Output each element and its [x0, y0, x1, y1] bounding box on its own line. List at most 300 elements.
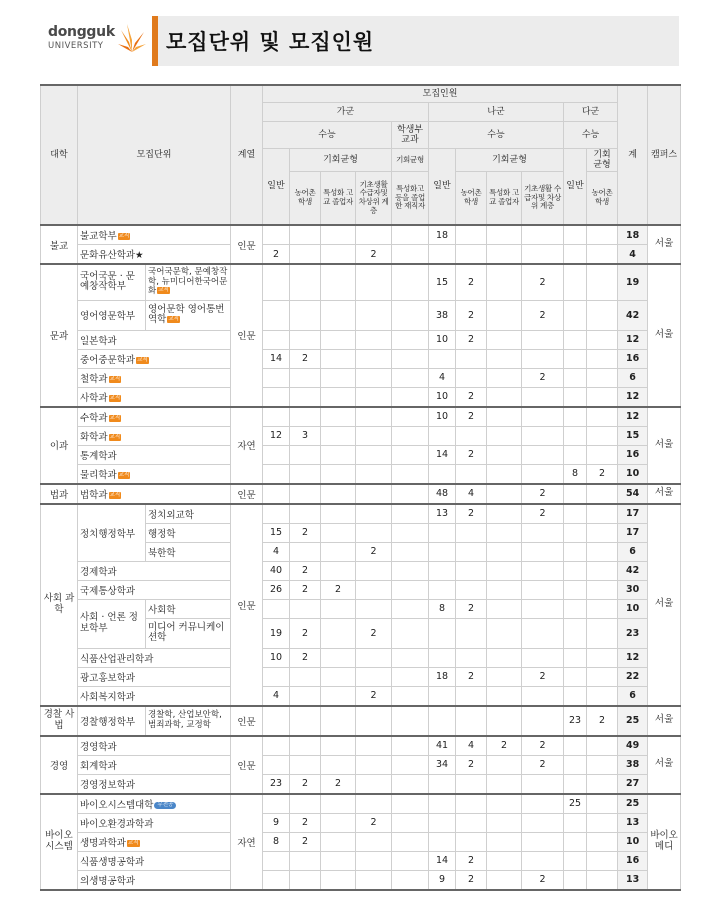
- value-cell: [522, 542, 564, 561]
- value-cell: [487, 706, 522, 736]
- table-row: [41, 464, 681, 484]
- value-cell: [392, 870, 429, 890]
- value-cell: 34: [429, 755, 456, 774]
- value-cell: 2: [321, 580, 356, 599]
- unit-cell: 화학과 교직: [78, 426, 231, 445]
- value-cell: [487, 300, 522, 330]
- table-row: [41, 580, 681, 599]
- value-cell: [321, 464, 356, 484]
- value-cell: [356, 870, 392, 890]
- value-cell: [587, 264, 618, 300]
- value-cell: [456, 464, 487, 484]
- table-row: [41, 736, 681, 756]
- value-cell: [263, 851, 290, 870]
- value-cell: [564, 523, 587, 542]
- total-cell: 16: [618, 445, 648, 464]
- unit-cell: 바이오환경과학과: [78, 813, 231, 832]
- value-cell: 18: [429, 667, 456, 686]
- value-cell: [564, 667, 587, 686]
- value-cell: [321, 225, 356, 245]
- value-cell: [392, 445, 429, 464]
- value-cell: [290, 686, 321, 706]
- value-cell: [429, 245, 456, 265]
- header-ga-suneung: 수능: [263, 122, 392, 149]
- value-cell: 2: [456, 300, 487, 330]
- unit-cell: 물리학과 교직: [78, 464, 231, 484]
- value-cell: 2: [290, 561, 321, 580]
- title-box: [152, 16, 679, 66]
- campus-cell: 서울: [648, 736, 681, 794]
- value-cell: [564, 542, 587, 561]
- value-cell: 2: [290, 774, 321, 794]
- value-cell: [392, 504, 429, 524]
- header-da: 다군: [564, 103, 618, 122]
- value-cell: [587, 774, 618, 794]
- value-cell: [522, 618, 564, 648]
- value-cell: [456, 774, 487, 794]
- value-cell: [321, 330, 356, 349]
- unit-cell: 사회 · 언론 정보학부: [78, 599, 146, 648]
- value-cell: [263, 368, 290, 387]
- value-cell: [392, 464, 429, 484]
- value-cell: [263, 599, 290, 618]
- value-cell: [429, 580, 456, 599]
- value-cell: [587, 523, 618, 542]
- value-cell: 2: [522, 667, 564, 686]
- group-cell: 이과: [41, 407, 78, 484]
- unit-cell: 식품산업관리학과: [78, 648, 231, 667]
- total-cell: 25: [618, 706, 648, 736]
- value-cell: [392, 523, 429, 542]
- unit-cell: 의생명공학과: [78, 870, 231, 890]
- value-cell: [456, 561, 487, 580]
- value-cell: [487, 464, 522, 484]
- value-cell: [356, 504, 392, 524]
- value-cell: [356, 599, 392, 618]
- value-cell: [587, 330, 618, 349]
- value-cell: [321, 794, 356, 814]
- value-cell: [487, 599, 522, 618]
- value-cell: [290, 504, 321, 524]
- value-cell: [522, 225, 564, 245]
- value-cell: 3: [290, 426, 321, 445]
- header-na-nong: 농어촌 학생: [456, 172, 487, 226]
- unit-cell: 광고홍보학과: [78, 667, 231, 686]
- value-cell: 2: [456, 870, 487, 890]
- table-row: [41, 686, 681, 706]
- value-cell: [392, 832, 429, 851]
- value-cell: [487, 330, 522, 349]
- value-cell: [564, 387, 587, 407]
- value-cell: [564, 445, 587, 464]
- value-cell: [587, 445, 618, 464]
- value-cell: [456, 813, 487, 832]
- value-cell: [487, 523, 522, 542]
- value-cell: [456, 794, 487, 814]
- table-row: [41, 706, 681, 736]
- value-cell: [321, 561, 356, 580]
- value-cell: [456, 580, 487, 599]
- value-cell: 2: [456, 387, 487, 407]
- header-na-suneung: 수능: [429, 122, 564, 149]
- value-cell: [487, 648, 522, 667]
- value-cell: [487, 851, 522, 870]
- unit-cell: 법학과 교직: [78, 484, 231, 504]
- total-cell: 22: [618, 667, 648, 686]
- value-cell: [321, 245, 356, 265]
- value-cell: [429, 794, 456, 814]
- value-cell: [290, 264, 321, 300]
- value-cell: [263, 870, 290, 890]
- total-cell: 19: [618, 264, 648, 300]
- value-cell: [487, 542, 522, 561]
- unit-cell: 영어영문학부: [78, 300, 146, 330]
- table-row: [41, 300, 681, 330]
- value-cell: 8: [263, 832, 290, 851]
- total-cell: 12: [618, 330, 648, 349]
- value-cell: [487, 387, 522, 407]
- value-cell: [321, 832, 356, 851]
- teaching-badge: 교직: [127, 839, 139, 846]
- group-cell: 경찰 사법: [41, 706, 78, 736]
- value-cell: [587, 618, 618, 648]
- value-cell: [564, 736, 587, 756]
- teaching-badge: 교직: [109, 394, 121, 401]
- value-cell: 8: [429, 599, 456, 618]
- value-cell: [392, 225, 429, 245]
- value-cell: [356, 464, 392, 484]
- unit-cell: 일본학과: [78, 330, 231, 349]
- unit-cell: 정치행정학부: [78, 504, 146, 562]
- header-na-gihoe: 기회균형: [456, 149, 564, 172]
- value-cell: [456, 686, 487, 706]
- unit-cell: 식품생명공학과: [78, 851, 231, 870]
- teaching-badge: 교직: [137, 356, 148, 363]
- value-cell: 38: [429, 300, 456, 330]
- table-row: [41, 504, 681, 524]
- university-logo: [45, 22, 145, 56]
- table-row: [41, 851, 681, 870]
- teaching-badge: 교직: [109, 433, 121, 440]
- teaching-badge: 교직: [109, 414, 121, 421]
- table-row: [41, 264, 681, 300]
- value-cell: [290, 225, 321, 245]
- title-accent-bar: [152, 16, 158, 66]
- value-cell: 2: [522, 300, 564, 330]
- value-cell: 48: [429, 484, 456, 504]
- value-cell: [587, 580, 618, 599]
- flame-icon: [117, 22, 147, 56]
- value-cell: [456, 426, 487, 445]
- unit-cell: 경제학과: [78, 561, 231, 580]
- value-cell: [356, 832, 392, 851]
- value-cell: [356, 330, 392, 349]
- value-cell: 2: [356, 618, 392, 648]
- value-cell: [487, 755, 522, 774]
- value-cell: [587, 407, 618, 427]
- header-recruit: 모집인원: [263, 85, 618, 103]
- value-cell: 2: [487, 736, 522, 756]
- value-cell: [263, 794, 290, 814]
- value-cell: [263, 225, 290, 245]
- page-title: 모집단위 및 모집인원: [166, 30, 375, 54]
- header-student-record: 학생부 교과: [392, 122, 429, 149]
- value-cell: [587, 225, 618, 245]
- value-cell: [263, 706, 290, 736]
- value-cell: [487, 832, 522, 851]
- value-cell: [321, 736, 356, 756]
- value-cell: [564, 484, 587, 504]
- value-cell: 10: [429, 387, 456, 407]
- total-cell: 38: [618, 755, 648, 774]
- value-cell: [290, 387, 321, 407]
- value-cell: [392, 387, 429, 407]
- value-cell: [392, 245, 429, 265]
- value-cell: [456, 245, 487, 265]
- group-cell: 문과: [41, 264, 78, 407]
- value-cell: [522, 523, 564, 542]
- value-cell: [456, 225, 487, 245]
- value-cell: 2: [456, 599, 487, 618]
- value-cell: [356, 264, 392, 300]
- value-cell: [487, 504, 522, 524]
- subunit-cell: 국어국문학, 문예창작학, 뉴미디어한국어문화 교직: [146, 264, 231, 300]
- value-cell: [522, 832, 564, 851]
- value-cell: 40: [263, 561, 290, 580]
- total-cell: 6: [618, 542, 648, 561]
- value-cell: [321, 484, 356, 504]
- value-cell: [487, 349, 522, 368]
- table-row: [41, 426, 681, 445]
- value-cell: [487, 426, 522, 445]
- value-cell: [321, 349, 356, 368]
- value-cell: [356, 774, 392, 794]
- value-cell: 14: [429, 851, 456, 870]
- track-cell: 인문: [231, 264, 263, 407]
- value-cell: [290, 667, 321, 686]
- header-da-ilban: 일반: [564, 149, 587, 226]
- value-cell: [564, 264, 587, 300]
- table-row: [41, 870, 681, 890]
- header-da-nong: 농어촌 학생: [587, 172, 618, 226]
- value-cell: 12: [263, 426, 290, 445]
- value-cell: [290, 755, 321, 774]
- value-cell: [429, 349, 456, 368]
- table-row: [41, 387, 681, 407]
- value-cell: [392, 648, 429, 667]
- unit-cell: 경영정보학과: [78, 774, 231, 794]
- header-total: 계: [618, 85, 648, 225]
- value-cell: [392, 736, 429, 756]
- value-cell: [429, 523, 456, 542]
- value-cell: [356, 794, 392, 814]
- value-cell: 2: [290, 349, 321, 368]
- total-cell: 42: [618, 561, 648, 580]
- value-cell: 2: [522, 368, 564, 387]
- value-cell: 2: [290, 813, 321, 832]
- value-cell: 2: [522, 870, 564, 890]
- value-cell: [392, 561, 429, 580]
- value-cell: [290, 245, 321, 265]
- value-cell: [456, 368, 487, 387]
- header-univ: 대학: [41, 85, 78, 225]
- value-cell: [487, 368, 522, 387]
- value-cell: [392, 407, 429, 427]
- value-cell: [522, 599, 564, 618]
- value-cell: [487, 407, 522, 427]
- teaching-badge: 교직: [118, 233, 130, 239]
- value-cell: [429, 813, 456, 832]
- value-cell: [429, 706, 456, 736]
- value-cell: [456, 523, 487, 542]
- value-cell: [429, 464, 456, 484]
- value-cell: [356, 755, 392, 774]
- value-cell: [356, 736, 392, 756]
- value-cell: [487, 580, 522, 599]
- value-cell: [587, 851, 618, 870]
- teaching-badge: 교직: [118, 471, 130, 478]
- value-cell: 2: [456, 445, 487, 464]
- value-cell: 2: [290, 648, 321, 667]
- value-cell: [290, 464, 321, 484]
- value-cell: [321, 264, 356, 300]
- value-cell: [290, 794, 321, 814]
- value-cell: [263, 755, 290, 774]
- table-row: [41, 599, 681, 618]
- value-cell: [564, 648, 587, 667]
- value-cell: [321, 426, 356, 445]
- campus-cell: 서울: [648, 407, 681, 484]
- value-cell: [392, 813, 429, 832]
- value-cell: [392, 264, 429, 300]
- value-cell: [263, 330, 290, 349]
- value-cell: [456, 648, 487, 667]
- header-da-gihoe: 기회 균형: [587, 149, 618, 172]
- value-cell: [522, 426, 564, 445]
- value-cell: [487, 794, 522, 814]
- value-cell: [263, 484, 290, 504]
- teaching-badge: 교직: [168, 316, 179, 322]
- table-row: [41, 755, 681, 774]
- value-cell: [587, 504, 618, 524]
- teaching-badge: 교직: [109, 491, 121, 498]
- value-cell: [290, 542, 321, 561]
- value-cell: [564, 813, 587, 832]
- subunit-cell: 영어문학 영어통번역학 교직: [146, 300, 231, 330]
- table-row: [41, 794, 681, 814]
- value-cell: [356, 523, 392, 542]
- value-cell: 4: [456, 736, 487, 756]
- value-cell: [487, 667, 522, 686]
- total-cell: 30: [618, 580, 648, 599]
- header-ga-ilban: 일반: [263, 149, 290, 226]
- value-cell: [564, 426, 587, 445]
- table-row: [41, 225, 681, 245]
- value-cell: 2: [356, 245, 392, 265]
- value-cell: [564, 368, 587, 387]
- value-cell: [392, 349, 429, 368]
- unit-cell: 바이오시스템대학 무전공: [78, 794, 231, 814]
- unit-cell: 중어중문학과 교직: [78, 349, 231, 368]
- track-cell: 인문: [231, 225, 263, 264]
- value-cell: [321, 648, 356, 667]
- table-header: [41, 85, 681, 225]
- value-cell: 2: [290, 832, 321, 851]
- table-row: [41, 774, 681, 794]
- value-cell: [263, 667, 290, 686]
- value-cell: [263, 387, 290, 407]
- value-cell: 15: [263, 523, 290, 542]
- value-cell: [290, 300, 321, 330]
- value-cell: [429, 774, 456, 794]
- value-cell: [263, 264, 290, 300]
- value-cell: [456, 542, 487, 561]
- value-cell: 2: [456, 264, 487, 300]
- value-cell: [263, 736, 290, 756]
- value-cell: [587, 368, 618, 387]
- unit-cell: 문화유산학과★: [78, 245, 231, 265]
- value-cell: [290, 368, 321, 387]
- value-cell: [564, 580, 587, 599]
- header-na-teuk: 특성화 고교 졸업자: [487, 172, 522, 226]
- value-cell: 2: [587, 464, 618, 484]
- total-cell: 18: [618, 225, 648, 245]
- header-track: 계열: [231, 85, 263, 225]
- value-cell: [392, 426, 429, 445]
- value-cell: [263, 445, 290, 464]
- campus-cell: 서울: [648, 225, 681, 264]
- value-cell: [321, 368, 356, 387]
- value-cell: [356, 300, 392, 330]
- value-cell: [587, 300, 618, 330]
- value-cell: 8: [564, 464, 587, 484]
- value-cell: [522, 851, 564, 870]
- value-cell: [487, 484, 522, 504]
- value-cell: [392, 706, 429, 736]
- value-cell: [321, 618, 356, 648]
- value-cell: [290, 599, 321, 618]
- unit-cell: 수학과 교직: [78, 407, 231, 427]
- value-cell: [522, 387, 564, 407]
- value-cell: 2: [456, 504, 487, 524]
- value-cell: 2: [522, 504, 564, 524]
- value-cell: 2: [321, 774, 356, 794]
- table-row: [41, 445, 681, 464]
- value-cell: [356, 706, 392, 736]
- value-cell: [321, 851, 356, 870]
- header-na-gicho: 기초생활 수급자및 차상위 계층: [522, 172, 564, 226]
- unit-cell: 국어국문 · 문예창작학부: [78, 264, 146, 300]
- value-cell: 14: [429, 445, 456, 464]
- value-cell: [522, 774, 564, 794]
- value-cell: 2: [522, 736, 564, 756]
- value-cell: [392, 330, 429, 349]
- campus-cell: 서울: [648, 504, 681, 706]
- value-cell: [564, 832, 587, 851]
- value-cell: 4: [263, 686, 290, 706]
- track-cell: 인문: [231, 484, 263, 504]
- value-cell: [587, 794, 618, 814]
- campus-cell: 서울: [648, 706, 681, 736]
- value-cell: [356, 484, 392, 504]
- value-cell: 18: [429, 225, 456, 245]
- value-cell: [356, 407, 392, 427]
- value-cell: [321, 504, 356, 524]
- value-cell: [522, 445, 564, 464]
- value-cell: 2: [456, 851, 487, 870]
- value-cell: [564, 755, 587, 774]
- campus-cell: 서울: [648, 264, 681, 407]
